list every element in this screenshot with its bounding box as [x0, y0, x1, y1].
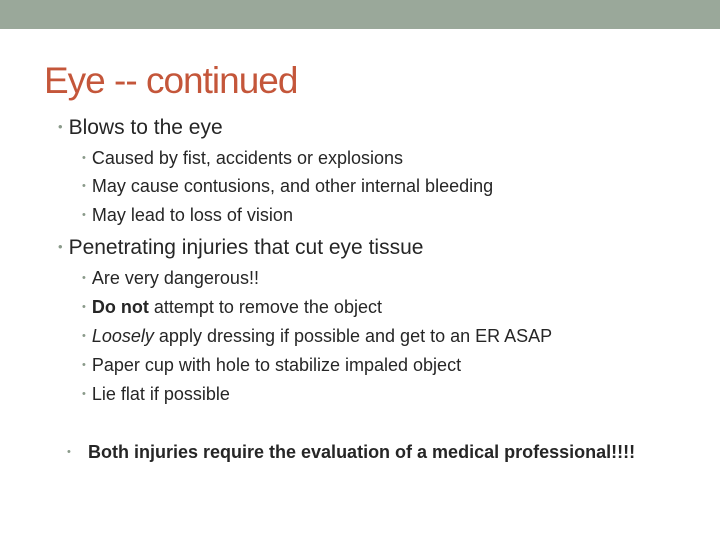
bullet-dot-icon: •: [82, 359, 86, 371]
bullet-dot-icon: •: [82, 272, 86, 284]
bullet-heading-blows: [58, 116, 223, 140]
sub-bullet-lie-flat: [82, 384, 230, 405]
sub-bullet-paper-cup: [82, 355, 461, 376]
bullet-text: Lie flat if possible: [91, 384, 230, 404]
bullet-text: apply dressing if possible and get to an ER ASAP: [153, 326, 553, 346]
sub-bullet-contusions: [82, 176, 493, 197]
bullet-dot-icon: •: [82, 209, 86, 221]
bullet-text: May cause contusions, and other internal bleeding: [91, 176, 494, 196]
bullet-text: Penetrating injuries that cut eye tissue: [68, 236, 424, 259]
bullet-emphasis: Do not: [91, 297, 149, 317]
bullet-text: Caused by fist, accidents or explosions: [91, 148, 404, 168]
bullet-dot-icon: •: [82, 330, 86, 342]
top-accent-bar: [0, 0, 720, 29]
slide-title: Eye -- continued: [44, 60, 298, 101]
bullet-dot-icon: •: [82, 180, 86, 192]
closing-note-text: Both injuries require the evaluation of a medical professional!!!!: [88, 442, 636, 462]
sub-bullet-caused-by: [82, 148, 403, 169]
bullet-dot-icon: •: [58, 239, 63, 254]
bullet-text: May lead to loss of vision: [91, 205, 293, 225]
bullet-dot-icon: •: [82, 388, 86, 400]
sub-bullet-loosely-apply: [82, 326, 552, 347]
bullet-emphasis: Loosely: [91, 326, 154, 346]
bullet-dot-icon: •: [82, 152, 86, 164]
bullet-dot-icon: •: [82, 301, 86, 313]
bullet-text: Blows to the eye: [68, 116, 223, 139]
bullet-dot-icon: •: [58, 119, 63, 134]
bullet-text: Are very dangerous!!: [91, 268, 259, 288]
bullet-heading-penetrating: [58, 236, 423, 260]
sub-bullet-loss-of-vision: [82, 205, 293, 226]
sub-bullet-dangerous: [82, 268, 259, 289]
bullet-text: Paper cup with hole to stabilize impaled object: [91, 355, 462, 375]
closing-note: • Both injuries require the evaluation of a medical professional!!!!: [67, 442, 636, 462]
sub-bullet-do-not-remove: [82, 297, 382, 318]
bullet-text: attempt to remove the object: [148, 297, 382, 317]
